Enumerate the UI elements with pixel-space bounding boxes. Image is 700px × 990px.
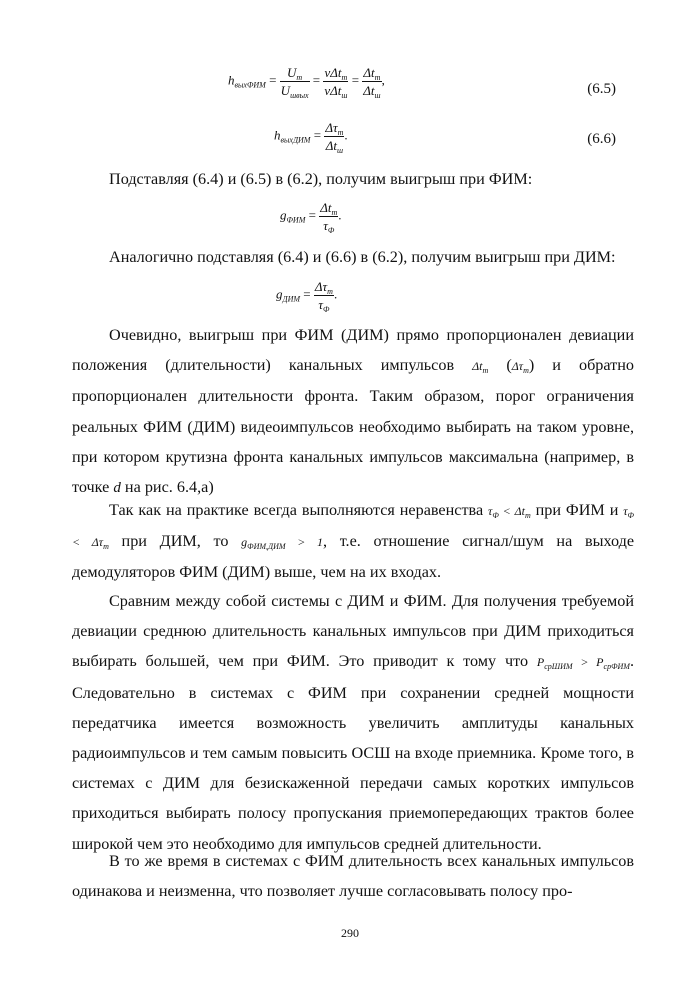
page-number: 290 <box>341 926 359 940</box>
paragraph: Сравним между собой системы с ДИМ и ФИМ. Для получения требуемой девиации среднюю длительность канальных импульсов при ДИМ приходиться выбирать большей, чем при ФИМ. Это приводит к тому что $P_{срШИМ} > P_{срФИМ}$. Следовательно в системах с ФИМ при сохранении средней мощности передатчика имеется возможность увеличить амплитуды канальных радиоимпульсов и тем самым повысить ОСШ на входе приемника. Кроме того, в системах с ДИМ для безискаженной передачи самых коротких импульсов приходиться выбирать полосу пропускания приемопередающих трактов более широкой чем это необходимо для импульсов средней длительности. <box>72 592 634 853</box>
equation-g-dim: $g_{ДИМ}$ = $\frac{\Delta\tau_m}{\tau_Ф}$ . <box>276 279 338 314</box>
paragraph: В то же время в системах с ФИМ длительность всех канальных импульсов одинакова и неизменна, что позволяет лучше согласовывать полосу про- <box>72 852 634 901</box>
math-inline: d <box>113 480 121 497</box>
math-inline: $\Delta\tau_m$ <box>511 359 529 376</box>
paragraph: Подставляя (6.4) и (6.5) в (6.2), получим выигрыш при ФИМ: <box>109 170 533 188</box>
math-inline: $\tau_Ф < \Delta\tau_m$ <box>72 504 634 552</box>
equation-number: (6.6) <box>587 131 616 147</box>
fraction: $\frac{\Delta t_m}{\Delta t_ш}$ <box>363 65 381 100</box>
equation-number: (6.5) <box>587 81 616 97</box>
equation-6-5: $h_{выхФИМ}$ = $\frac{U_m}{U_{швых}}$ = $\frac{v\Delta t_m}{v\Delta t_ш}$ = $\frac{\Delta t_m}{\Delta t_ш}$ , <box>228 65 385 100</box>
math-inline: $g_{ФИМ,ДИМ} > 1$ <box>241 535 323 552</box>
paragraph: Так как на практике всегда выполняются неравенства $\tau_Ф < \Delta t_m$ при ФИМ и $\tau_Ф < \Delta\tau_m$ при ДИМ, то $g_{ФИМ,ДИМ} > 1$, т.е. отношение сигнал/шум на выходе демодуляторов ФИМ (ДИМ) выше, чем на их входах. <box>72 501 634 582</box>
fraction: $\frac{\Delta t_m}{\tau_Ф}$ <box>320 200 338 235</box>
fraction: $\frac{\Delta\tau_m}{\Delta t_ш}$ <box>325 120 344 155</box>
math-inline: $\Delta t_m$ <box>472 359 489 376</box>
fraction: $\frac{v\Delta t_m}{v\Delta t_ш}$ <box>324 65 348 100</box>
math-inline: $\tau_Ф < \Delta t_m$ <box>488 504 531 520</box>
equation-6-6: $h_{выхДИМ}$ = $\frac{\Delta\tau_m}{\Delta t_ш}$ . <box>274 120 348 155</box>
equation-g-fim: $g_{ФИМ}$ = $\frac{\Delta t_m}{\tau_Ф}$ . <box>280 200 342 235</box>
fraction: $\frac{U_m}{U_{швых}}$ <box>280 65 309 100</box>
fraction: $\frac{\Delta\tau_m}{\tau_Ф}$ <box>314 279 333 314</box>
paragraph: Аналогично подставляя (6.4) и (6.6) в (6.2), получим выигрыш при ДИМ: <box>109 248 616 266</box>
math-inline: $P_{срШИМ} > P_{срФИМ}$ <box>536 655 630 672</box>
paragraph: Очевидно, выигрыш при ФИМ (ДИМ) прямо пропорционален девиации положения (длительности) канальных импульсов $\Delta t_m$ $(\Delta\tau_m)$ и обратно пропорционален длительности фронта. Таким образом, порог ограничения реальных ФИМ (ДИМ) видеоимпульсов необходимо выбирать на таком уровне, при котором крутизна фронта канальных импульсов максимальна (например, в точке d на рис. 6.4,а) <box>72 326 634 497</box>
